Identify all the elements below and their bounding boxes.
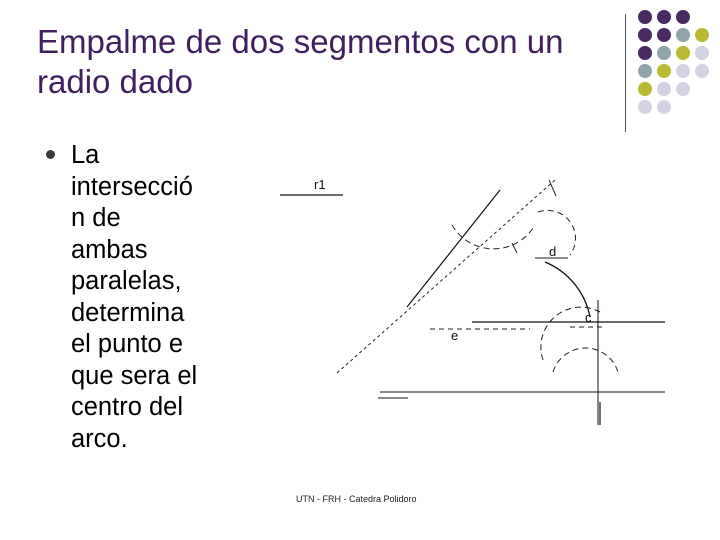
construction-arc xyxy=(553,348,618,372)
construction-arc xyxy=(452,225,535,249)
slide-title: Empalme de dos segmentos con un radio dado xyxy=(37,23,564,100)
point-e-label: e xyxy=(451,328,459,343)
radius-label: r1 xyxy=(314,177,326,192)
construction-arc xyxy=(538,210,575,255)
point-d-label: d xyxy=(549,244,557,259)
fillet-arc xyxy=(545,262,590,317)
footer-text: UTN - FRH - Catedra Polidoro xyxy=(296,494,417,504)
bullet-text: La intersecció n de ambas paralelas, determina el punto e que sera el centro del arco. xyxy=(71,141,198,453)
construction-tick xyxy=(549,180,556,196)
parallel-inclined-dashed xyxy=(337,180,555,373)
point-c-label: c xyxy=(585,310,592,325)
